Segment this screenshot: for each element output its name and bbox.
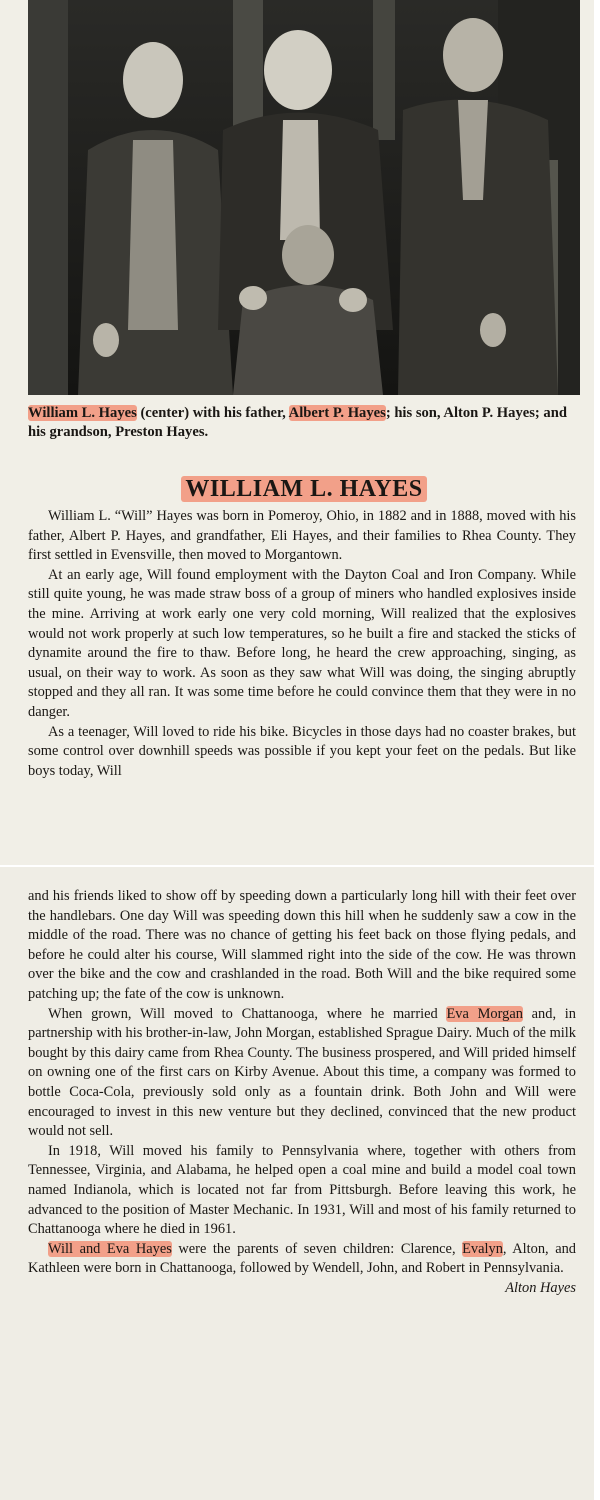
caption-name-albert: Albert P. Hayes xyxy=(288,405,386,421)
article-body-bottom xyxy=(28,887,576,1298)
paragraph-pennsylvania: In 1918, Will moved his family to Pennsylvania where, together with others from Tennessee, Virginia, and Alabama, he helped open a coal mine and build a model coal town named Indianola, which is located not far from Pittsburgh. Before leaving this work, he advanced to the position of Master Mechanic. In 1931, Will and most of his family returned to Chattanooga where he died in 1961. xyxy=(28,1142,576,1238)
p6-text-b: , Alton, and Kathleen were born in Chattanooga, followed by Wendell, John, and Robert in Pennsylvania. xyxy=(28,1240,576,1277)
paragraph-bike-continued: and his friends liked to show off by speeding down a particularly long hill with their feet over the handlebars. One day Will was speeding down this hill when he suddenly saw a cow in the middle of the road. There was no chance of getting his feet back on those flying pedals, and before he could alter his course, Will slammed right into the side of the cow. He was thrown over the bike and the cow and crashlanded in the road. Both Will and the bike required some patching up; the fate of the cow is unknown. xyxy=(28,888,576,1002)
p4-text-a: When grown, Will moved to Chattanooga, where he married xyxy=(48,1005,447,1022)
article-body-top xyxy=(28,507,576,781)
highlight-evalyn: Evalyn xyxy=(462,1240,503,1257)
paragraph-chattanooga xyxy=(28,1005,576,1142)
article-title xyxy=(28,474,580,504)
family-photo-illustration xyxy=(28,0,580,395)
p4-text-b: and, in partnership with his brother-in-law, John Morgan, established Sprague Dairy. Much of the milk bought by this dairy came from Rhea County. The business prospered, and Will prided himself on owning one of the first cars on Kirby Avenue. About this time, a company was formed to bottle Coca-Cola, previously sold only as a fountain drink. Both John and Will were encouraged to invest in this new venture but they declined, convinced that the new product would not sell. xyxy=(28,1005,576,1140)
highlight-eva-morgan: Eva Morgan xyxy=(446,1005,523,1022)
p6-text-a: were the parents of seven children: Clarence, xyxy=(171,1240,463,1257)
caption-text-2: ; his son, Alton P. Hayes; and his grandson, Preston Hayes. xyxy=(28,405,567,440)
family-photo xyxy=(28,0,580,395)
paragraph-children xyxy=(28,1240,576,1296)
paragraph-birth: William L. “Will” Hayes was born in Pomeroy, Ohio, in 1882 and in 1888, moved with his father, Albert P. Hayes, and grandfather, Eli Hayes, and their families to Rhea County. They first settled in Evensville, then moved to Morgantown. xyxy=(28,508,576,564)
paragraph-bike: As a teenager, Will loved to ride his bike. Bicycles in those days had no coaster brakes, but some control over downhill speeds was possible if you kept your feet on the pedals. But like boys today, Will xyxy=(28,723,576,779)
photo-caption xyxy=(28,404,580,442)
highlight-will-and-eva: Will and Eva Hayes xyxy=(48,1240,172,1257)
paragraph-dynamite: At an early age, Will found employment with the Dayton Coal and Iron Company. While still quite young, he was made straw boss of a group of miners who handled explosives inside the mine. Arriving at work early one very cold morning, Will realized that the explosives would not work properly at such low temperatures, so he built a fire and stacked the sticks of dynamite around the fire to thaw. Before long, he heard the crew approaching, singing, as usual, on their way to work. As soon as they saw what Will was doing, the singing abruptly stopped and they all ran. It was some time before he could convince them that they were in no danger. xyxy=(28,566,576,720)
caption-name-william: William L. Hayes xyxy=(28,405,137,421)
caption-text-1: (center) with his father, xyxy=(136,405,289,421)
article-title-text: WILLIAM L. HAYES xyxy=(181,476,426,502)
author-signature: Alton Hayes xyxy=(505,1279,576,1296)
